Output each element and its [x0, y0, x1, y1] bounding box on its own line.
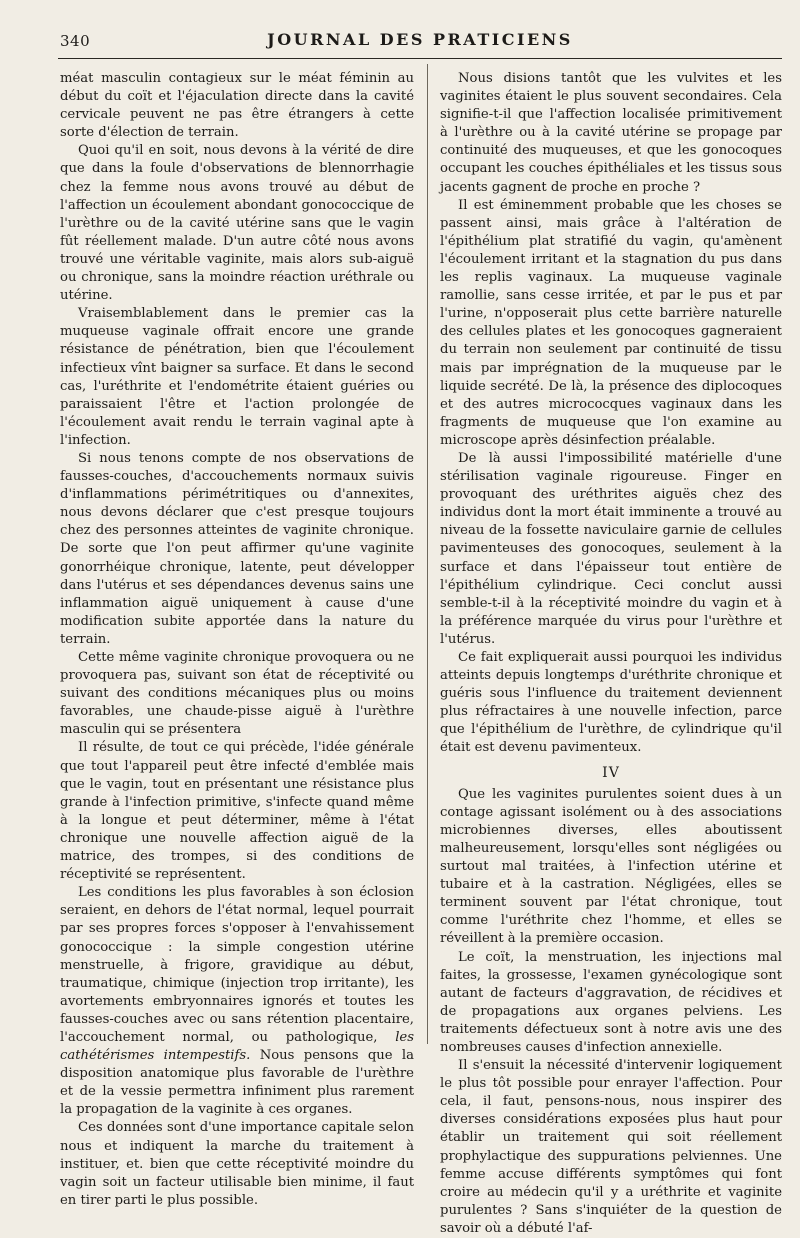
right-column — [440, 70, 782, 1236]
paragraph — [60, 884, 414, 1119]
paragraph: Ce fait expliquerait aussi pourquoi les individus atteints depuis longtemps d'uréthrite chronique et guéris sous l'influence du traitement deviennent plus réfractaires à une nouvelle infection, parce que l'épithélium de l'urèthre, de cylindrique qu'il était est devenu pavimenteux. — [440, 650, 782, 756]
text-run: Les conditions les plus favorables à son éclosion seraient, en dehors de l'état normal, lequel pourrait par ses propres forces s'opposer à l'envahissement gonococcique : la simple congestion utérine menstruelle, à frigore, gravidique au début, traumatique, chimique (injection trop irritante), les avortements embryonnaires ignorés et toutes les fausses-couches avec ou sans rétention placentaire, l'accouchement normal, ou pathologique, — [60, 885, 414, 1045]
page-number: 340 — [60, 32, 91, 50]
journal-title: JOURNAL DES PRATICIENS — [267, 30, 573, 49]
paragraph: Quoi qu'il en soit, nous devons à la vérité de dire que dans la foule d'observations de blennorrhagie chez la femme nous avons trouvé au début de l'affection un écoulement abondant gonococcique de l'urèthre ou de la cavité utérine sans que le vagin fût réellement malade. D'un autre côté nous avons trouvé une véritable vaginite, mais alors sub-aiguë ou chronique, sans la moindre réaction uréthrale ou utérine. — [60, 143, 414, 304]
text-run: Nous pensons que la disposition anatomique plus favorable de l'urèthre et de la vessie permettra infiniment plus rarement la propagation de la vaginite à ces organes. — [60, 1048, 414, 1118]
paragraph: Il est éminemment probable que les choses se passent ainsi, mais grâce à l'altération de l'épithélium plat stratifié du vagin, qu'amènent l'écoulement irritant et la stagnation du pus dans les replis vaginaux. La muqueuse vaginale ramollie, sans cesse irritée, et par le pus et par l'urine, n'opposerait plus cette barrière naturelle des cellules plates et les gonocoques gagneraient du terrain non seulement par continuité de tissu mais par imprégnation de la muqueuse par le liquide secrété. De là, la présence des diplocoques et des autres micrococques vaginaux dans les fragments de muqueuse que l'on examine au microscope après désinfection préalable. — [440, 197, 782, 448]
paragraph: De là aussi l'impossibilité matérielle d'une stérilisation vaginale rigoureuse. Finger en provoquant des uréthrites aiguës chez des individus dont la mort était imminente a trouvé au niveau de la fossette naviculaire garnie de cellules pavimenteuses des gonocoques, seulement à la surface et dans l'épaisseur tout entière de l'épithélium cylindrique. Ceci conclut aussi semble-t-il à la réceptivité moindre du vagin et à la préférence marquée du virus pour l'urèthre et l'utérus. — [440, 450, 782, 647]
paragraph: Il résulte, de tout ce qui précède, l'idée générale que tout l'appareil peut être infecté d'emblée mais que le vagin, tout en présentant une résistance plus grande à l'infection primitive, s'infecte quand même à la longue et peut déterminer, même à l'état chronique une nouvelle affection aiguë de la matrice, des trompes, si des conditions de réceptivité se représentent. — [60, 740, 414, 883]
paragraph: méat masculin contagieux sur le méat féminin au début du coït et l'éjaculation directe dans la cavité cervicale peuvent ne pas être étrangers à cette sorte d'élection de terrain. — [60, 71, 414, 141]
section-heading: IV — [602, 764, 620, 781]
column-divider — [427, 64, 428, 1044]
page-header — [60, 30, 780, 56]
paragraph: Ces données sont d'une importance capitale selon nous et indiquent la marche du traitement à instituer, et. bien que cette réceptivité moindre du vagin soit un facteur utilisable bien minime, il faut en tirer parti le plus possible. — [60, 1120, 414, 1208]
paragraph: Il s'ensuit la nécessité d'intervenir logiquement le plus tôt possible pour enrayer l'affection. Pour cela, il faut, pensons-nous, nous inspirer des diverses considérations exposées plus haut pour établir un traitement qui soit réellement prophylactique des suppurations pelviennes. Une femme accuse différents symptômes qui font croire au médecin qu'il y a uréthrite et vaginite purulentes ? Sans s'inquiéter de la question de savoir où a débuté l'af- — [440, 1058, 782, 1236]
paragraph: Cette même vaginite chronique provoquera ou ne provoquera pas, suivant son état de réceptivité ou suivant des conditions mécaniques plus ou moins favorables, une chaude-pisse aiguë à l'urèthre masculin qui se présentera — [60, 650, 414, 738]
header-rule — [58, 58, 782, 59]
paragraph: Nous disions tantôt que les vulvites et les vaginites étaient le plus souvent secondaires. Cela signifie-t-il que l'affection localisée primitivement à l'urèthre ou à la cavité utérine se propage par continuité des muqueuses, et que les gonocoques occupant les couches épithéliales et les tissus sous jacents gagnent de proche en proche ? — [440, 71, 782, 195]
left-column — [60, 70, 414, 1208]
paragraph: Que les vaginites purulentes soient dues à un contage agissant isolément ou à des associations microbiennes diverses, elles aboutissent malheureusement, lorsqu'elles sont négligées ou surtout mal traitées, à l'infection utérine et tubaire et à la castration. Négligées, elles se terminent souvent par l'état chronique, tout comme l'uréthrite chez l'homme, et elles se réveillent à la première occasion. — [440, 786, 782, 947]
paragraph: Si nous tenons compte de nos observations de fausses-couches, d'accouchements normaux suivis d'inflammations périmétritiques ou d'annexites, nous devons déclarer que c'est presque toujours chez des personnes atteintes de vaginite chronique. De sorte que l'on peut affirmer qu'une vaginite gonorrhéique chronique, latente, peut développer dans l'utérus et ses dépendances devenus sains une inflammation aiguë uniquement à cause d'une modification subite apportée dans la nature du terrain. — [60, 450, 414, 647]
paragraph: Le coït, la menstruation, les injections mal faites, la grossesse, l'examen gynécologique sont autant de facteurs d'aggravation, de récidives et de propagations aux organes pelviens. Les traitements défectueux sont à notre avis une des nombreuses causes d'infection annexielle. — [440, 949, 782, 1055]
italic-run: les cathétérismes intempestifs. — [60, 1029, 414, 1064]
paragraph: Vraisemblablement dans le premier cas la muqueuse vaginale offrait encore une grande résistance de pénétration, bien que l'écoulement infectieux vînt baigner sa surface. Et dans le second cas, l'uréthrite et l'endométrite étaient guéries ou paraissaient l'être et l'action prolongée de l'écoulement avait rendu le terrain vaginal apte à l'infection. — [60, 306, 414, 448]
